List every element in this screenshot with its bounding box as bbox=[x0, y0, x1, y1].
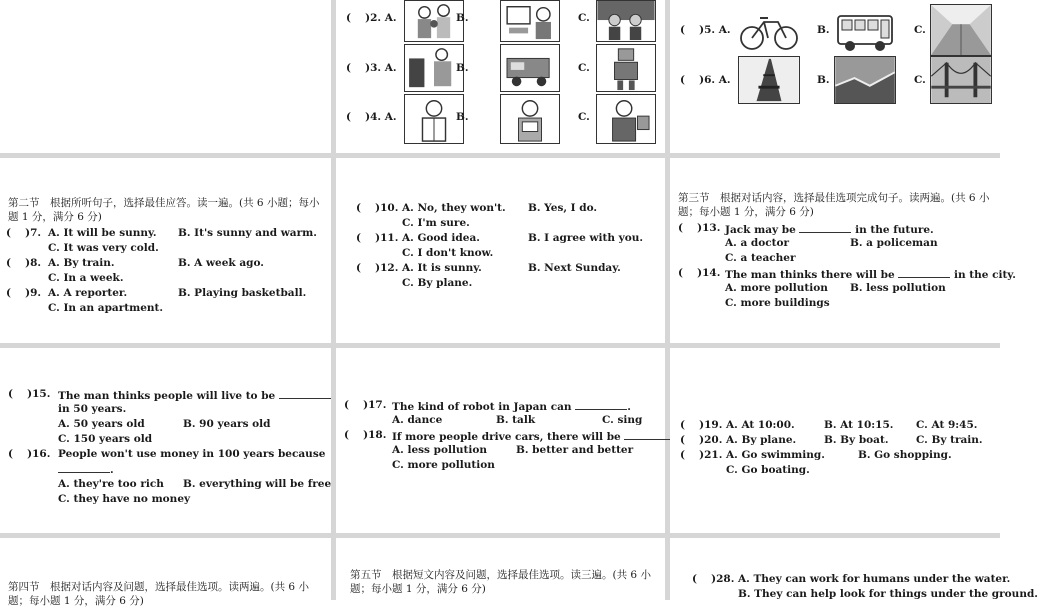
q5-image-c-subway[interactable] bbox=[930, 4, 992, 56]
q10-option-a[interactable]: A. No, they won't. bbox=[402, 202, 506, 214]
q7-option-b[interactable]: B. It's sunny and warm. bbox=[178, 227, 317, 239]
q7-number: ( )7. bbox=[6, 227, 42, 239]
q3-option-c-label: C. bbox=[578, 62, 590, 74]
q16-answer-blank[interactable] bbox=[58, 462, 110, 473]
children-illustration-icon bbox=[597, 1, 655, 41]
q14-stem-start: The man thinks there will be bbox=[725, 269, 895, 281]
bicycle-illustration-icon bbox=[738, 4, 800, 56]
q8-option-a[interactable]: A. By train. bbox=[48, 257, 115, 269]
q5-image-b-bus[interactable] bbox=[834, 4, 896, 56]
q10-option-c[interactable]: C. I'm sure. bbox=[402, 217, 470, 229]
q14-stem-end: in the city. bbox=[953, 269, 1016, 281]
q13-option-c[interactable]: C. a teacher bbox=[725, 252, 796, 264]
q9-number: ( )9. bbox=[6, 287, 42, 299]
bridge-illustration-icon bbox=[931, 57, 991, 103]
q2-image-c-children[interactable] bbox=[596, 0, 656, 42]
q19-option-c[interactable]: C. At 9:45. bbox=[916, 419, 978, 431]
q13-answer-blank[interactable] bbox=[799, 222, 851, 233]
q16-number: ( )16. bbox=[8, 448, 51, 460]
q20-option-b[interactable]: B. By boat. bbox=[824, 434, 889, 446]
q16-stem-start: People won't use money in 100 years because bbox=[58, 448, 326, 460]
q12-number: ( )12. bbox=[356, 262, 399, 274]
q14-option-c[interactable]: C. more buildings bbox=[725, 297, 830, 309]
q9-option-c[interactable]: C. In an apartment. bbox=[48, 302, 164, 314]
q15-stem-start: The man thinks people will live to be bbox=[58, 390, 276, 402]
panel-r3-c2 bbox=[336, 348, 665, 533]
q17-number: ( )17. bbox=[344, 399, 387, 411]
q13-option-a[interactable]: A. a doctor bbox=[725, 237, 790, 249]
q13-stem bbox=[725, 222, 934, 237]
q8-option-c[interactable]: C. In a week. bbox=[48, 272, 124, 284]
q5-option-c-label: C. bbox=[914, 24, 926, 36]
q17-option-c[interactable]: C. sing bbox=[602, 414, 643, 426]
q15-stem bbox=[58, 388, 331, 403]
q16-option-b[interactable]: B. everything will be free bbox=[183, 478, 332, 490]
q19-option-a[interactable]: A. At 10:00. bbox=[726, 419, 795, 431]
q2-option-b-label: B. bbox=[456, 12, 469, 24]
q16-stem-blank-line bbox=[58, 462, 114, 477]
q18-stem bbox=[392, 429, 680, 444]
q13-stem-start: Jack may be bbox=[725, 224, 796, 236]
q15-option-a[interactable]: A. 50 years old bbox=[58, 418, 145, 430]
section-4-header: 第四节 根据对话内容及问题，选择最佳选项。读两遍。(共 6 小题；每小题 1 分，满分 6 分) bbox=[8, 581, 309, 607]
panel-r2-c2 bbox=[336, 158, 665, 343]
q2-image-b-computer[interactable] bbox=[500, 0, 560, 42]
q2-image-a-family[interactable] bbox=[404, 0, 464, 42]
q10-number: ( )10. bbox=[356, 202, 399, 214]
q15-answer-blank[interactable] bbox=[279, 388, 331, 399]
q28-number: ( )28. bbox=[692, 573, 735, 585]
q11-option-c[interactable]: C. I don't know. bbox=[402, 247, 494, 259]
q18-number: ( )18. bbox=[344, 429, 387, 441]
q21-number: ( )21. bbox=[680, 449, 723, 461]
q9-option-a[interactable]: A. A reporter. bbox=[48, 287, 128, 299]
q4-image-a-doctor[interactable] bbox=[404, 94, 464, 144]
q20-number: ( )20. bbox=[680, 434, 723, 446]
q17-stem-start: The kind of robot in Japan can bbox=[392, 401, 572, 413]
q3-option-b-label: B. bbox=[456, 62, 469, 74]
q4-image-c-worker[interactable] bbox=[596, 94, 656, 144]
great-wall-illustration-icon bbox=[835, 57, 895, 103]
q19-option-b[interactable]: B. At 10:15. bbox=[824, 419, 894, 431]
q18-option-a[interactable]: A. less pollution bbox=[392, 444, 488, 456]
q5-number: ( )5. A. bbox=[680, 24, 731, 36]
q9-option-b[interactable]: B. Playing basketball. bbox=[178, 287, 307, 299]
q14-option-a[interactable]: A. more pollution bbox=[725, 282, 828, 294]
q18-option-b[interactable]: B. better and better bbox=[516, 444, 634, 456]
q13-stem-end: in the future. bbox=[855, 224, 934, 236]
q14-option-b[interactable]: B. less pollution bbox=[850, 282, 946, 294]
q17-stem-end: . bbox=[627, 401, 631, 413]
q18-stem-start: If more people drive cars, there will be bbox=[392, 431, 621, 443]
man-reading-illustration-icon bbox=[501, 95, 559, 143]
q13-option-b[interactable]: B. a policeman bbox=[850, 237, 938, 249]
q16-stem-end: . bbox=[110, 464, 114, 476]
panel-r1-c2 bbox=[336, 0, 665, 153]
q6-option-b-label: B. bbox=[817, 74, 830, 86]
q8-option-b[interactable]: B. A week ago. bbox=[178, 257, 264, 269]
q14-answer-blank[interactable] bbox=[898, 267, 950, 278]
q11-option-a[interactable]: A. Good idea. bbox=[402, 232, 480, 244]
panel-r2-c1 bbox=[0, 158, 331, 343]
q4-option-c-label: C. bbox=[578, 111, 590, 123]
panel-r2-c3 bbox=[670, 158, 1016, 343]
q13-number: ( )13. bbox=[678, 222, 721, 234]
eiffel-tower-illustration-icon bbox=[739, 57, 799, 103]
q6-image-b-great-wall[interactable] bbox=[834, 56, 896, 104]
q12-option-c[interactable]: C. By plane. bbox=[402, 277, 473, 289]
q11-number: ( )11. bbox=[356, 232, 399, 244]
q17-option-b[interactable]: B. talk bbox=[496, 414, 536, 426]
q6-image-c-bridge[interactable] bbox=[930, 56, 992, 104]
q3-image-b-sweeper[interactable] bbox=[500, 44, 560, 92]
section-5-header: 第五节 根据短文内容及问题，选择最佳选项。读三遍。(共 6 小题；每小题 1 分，满分 6 分) bbox=[350, 569, 651, 595]
q18-answer-blank[interactable] bbox=[624, 429, 676, 440]
q6-image-a-eiffel-tower[interactable] bbox=[738, 56, 800, 104]
worker-illustration-icon bbox=[597, 95, 655, 143]
q12-option-b[interactable]: B. Next Sunday. bbox=[528, 262, 621, 274]
q14-stem bbox=[725, 267, 1016, 282]
panel-r4-c1 bbox=[0, 538, 331, 607]
q2-option-c-label: C. bbox=[578, 12, 590, 24]
bus-illustration-icon bbox=[834, 4, 896, 56]
q28-option-b[interactable]: B. They can help look for things under the ground. bbox=[738, 588, 1038, 600]
q3-number: ( )3. A. bbox=[346, 62, 397, 74]
panel-r3-c3 bbox=[670, 348, 1000, 533]
q18-option-c[interactable]: C. more pollution bbox=[392, 459, 495, 471]
robot-illustration-icon bbox=[597, 45, 655, 91]
q4-image-b-reader[interactable] bbox=[500, 94, 560, 144]
q4-number: ( )4. A. bbox=[346, 111, 397, 123]
q3-image-a-cleaner[interactable] bbox=[404, 44, 464, 92]
q8-number: ( )8. bbox=[6, 257, 42, 269]
q2-number: ( )2. A. bbox=[346, 12, 397, 24]
panel-r4-c3 bbox=[670, 538, 1038, 600]
section-2-header: 第二节 根据所听句子，选择最佳应答。读一遍。(共 6 小题；每小题 1 分，满分 6 分) bbox=[8, 197, 320, 223]
q5-option-b-label: B. bbox=[817, 24, 830, 36]
q14-number: ( )14. bbox=[678, 267, 721, 279]
q7-option-a[interactable]: A. It will be sunny. bbox=[48, 227, 157, 239]
q15-stem-end: in 50 years. bbox=[58, 403, 127, 415]
q15-number: ( )15. bbox=[8, 388, 51, 400]
q20-option-a[interactable]: A. By plane. bbox=[726, 434, 797, 446]
q10-option-b[interactable]: B. Yes, I do. bbox=[528, 202, 598, 214]
q21-option-a[interactable]: A. Go swimming. bbox=[726, 449, 825, 461]
q17-answer-blank[interactable] bbox=[575, 399, 627, 410]
subway-illustration-icon bbox=[931, 5, 991, 55]
family-illustration-icon bbox=[405, 1, 463, 41]
q5-image-a-bicycle[interactable] bbox=[738, 4, 800, 56]
q6-option-c-label: C. bbox=[914, 74, 926, 86]
q21-option-b[interactable]: B. Go shopping. bbox=[858, 449, 952, 461]
panel-r3-c1 bbox=[0, 348, 331, 533]
q7-option-c[interactable]: C. It was very cold. bbox=[48, 242, 159, 254]
q17-option-a[interactable]: A. dance bbox=[392, 414, 443, 426]
doctor-illustration-icon bbox=[405, 95, 463, 143]
q4-option-b-label: B. bbox=[456, 111, 469, 123]
q28-option-a[interactable]: A. They can work for humans under the water. bbox=[738, 573, 1011, 585]
q20-option-c[interactable]: C. By train. bbox=[916, 434, 983, 446]
q15-option-c[interactable]: C. 150 years old bbox=[58, 433, 153, 445]
street-cleaner-illustration-icon bbox=[405, 45, 463, 91]
q16-option-a[interactable]: A. they're too rich bbox=[58, 478, 164, 490]
section-3-header: 第三节 根据对话内容，选择最佳选项完成句子。读两遍。(共 6 小题；每小题 1 分，满分 6 分) bbox=[678, 192, 990, 218]
computer-illustration-icon bbox=[501, 1, 559, 41]
panel-r1-c1 bbox=[0, 0, 331, 153]
q11-option-b[interactable]: B. I agree with you. bbox=[528, 232, 644, 244]
q19-number: ( )19. bbox=[680, 419, 723, 431]
q16-option-c[interactable]: C. they have no money bbox=[58, 493, 191, 505]
q3-image-c-robot[interactable] bbox=[596, 44, 656, 92]
q15-option-b[interactable]: B. 90 years old bbox=[183, 418, 271, 430]
q21-option-c[interactable]: C. Go boating. bbox=[726, 464, 810, 476]
q12-option-a[interactable]: A. It is sunny. bbox=[402, 262, 482, 274]
q6-number: ( )6. A. bbox=[680, 74, 731, 86]
sweeper-truck-illustration-icon bbox=[501, 45, 559, 91]
panel-r1-c3 bbox=[670, 0, 1000, 153]
q17-stem bbox=[392, 399, 631, 414]
panel-r4-c2 bbox=[336, 538, 665, 600]
